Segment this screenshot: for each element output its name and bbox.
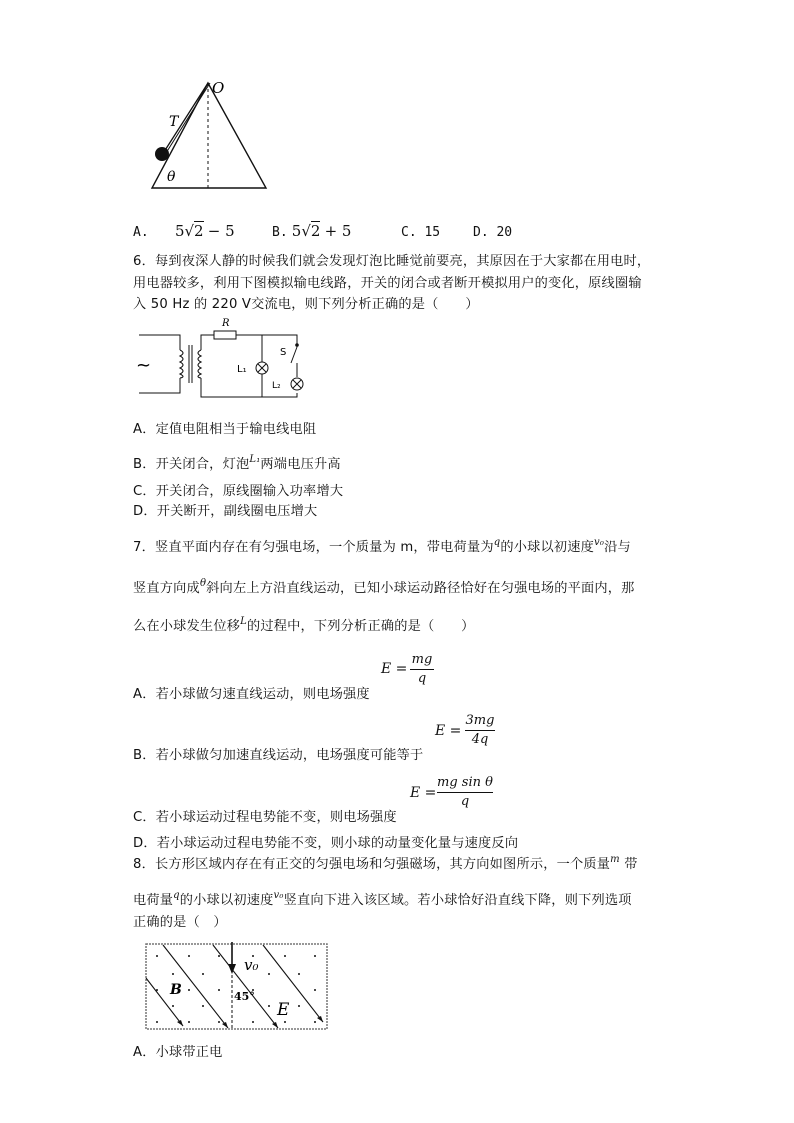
primary-wire bbox=[152, 335, 180, 393]
q7-line2-b: 斜向左上方沿直线运动，已知小球运动路径恰好在匀强电场的平面内，那 bbox=[206, 581, 635, 596]
q5-b-rest: + 5 bbox=[324, 222, 352, 240]
q7-eq-a-num: mg bbox=[411, 652, 433, 667]
q7-line2-a: 竖直方向成 bbox=[133, 581, 200, 596]
q7-eq-a-den: q bbox=[417, 671, 427, 686]
q8-symbol-q: q bbox=[173, 890, 180, 901]
q7-option-b[interactable]: B．若小球做匀加速直线运动，电场强度可能等于 bbox=[133, 748, 424, 763]
label-v0: v₀ bbox=[244, 956, 259, 974]
q7-option-c[interactable]: C．若小球运动过程电势能不变，则电场强度 bbox=[133, 810, 397, 825]
q6-option-a[interactable]: A．定值电阻相当于输电线电阻 bbox=[133, 422, 317, 437]
q7-line1-a: 7．竖直平面内存在有匀强电场，一个质量为 m，带电荷量为 bbox=[133, 540, 494, 555]
secondary-coil bbox=[198, 350, 201, 378]
q6-option-b-post: 两端电压升高 bbox=[260, 457, 341, 472]
q7-eq-c-fraction bbox=[437, 775, 493, 810]
q8-line1-b: 带 bbox=[624, 857, 638, 872]
label-L2: L₂ bbox=[272, 381, 281, 391]
q8-line2-a: 电荷量 bbox=[133, 893, 174, 908]
q8-stem-line3: 正确的是（ ） bbox=[133, 915, 227, 930]
q6-option-c[interactable]: C．开关闭合，原线圈输入功率增大 bbox=[133, 484, 344, 499]
q5-a-rest: − 5 bbox=[207, 222, 235, 240]
q6-stem-line2: 用电器较多，利用下图模拟输电线路，开关的闭合或者断开模拟用户的变化，原线圈输 bbox=[133, 276, 642, 291]
q8-symbol-m: m bbox=[610, 854, 620, 865]
q5-option-b-letter: B. bbox=[272, 225, 288, 240]
ac-source-symbol: ~ bbox=[136, 355, 152, 376]
label-R: R bbox=[222, 318, 230, 329]
q7-eq-c-den: q bbox=[460, 794, 470, 809]
label-angle: 45° bbox=[234, 990, 255, 1003]
q7-stem-line3 bbox=[133, 615, 475, 634]
q7-symbol-v0: v₀ bbox=[594, 537, 605, 548]
q6-stem-line3: 入 50 Hz 的 220 V交流电，则下列分析正确的是（ ） bbox=[133, 297, 479, 312]
label-theta: θ bbox=[167, 169, 176, 185]
q8-option-a[interactable]: A．小球带正电 bbox=[133, 1045, 223, 1060]
q7-option-a[interactable]: A．若小球做匀速直线运动，则电场强度 bbox=[133, 687, 370, 702]
q7-stem-line2 bbox=[133, 577, 635, 596]
q6-option-b[interactable] bbox=[133, 453, 341, 472]
q7-eq-b-num: 3mg bbox=[465, 713, 495, 728]
q5-b-coef: 5 bbox=[291, 222, 302, 240]
q5-option-c[interactable]: C. 15 bbox=[401, 225, 441, 240]
q7-eq-b-fraction bbox=[465, 713, 495, 748]
label-B: B bbox=[170, 982, 182, 998]
q7-stem-line1 bbox=[133, 536, 631, 555]
q6-option-b-symbol: L₁ bbox=[249, 454, 261, 465]
q7-line3-a: 么在小球发生位移 bbox=[133, 619, 241, 634]
q7-eq-b-den: 4q bbox=[471, 732, 489, 747]
transformer-circuit-figure bbox=[132, 315, 312, 405]
switch-S bbox=[291, 347, 297, 363]
label-S: S bbox=[280, 347, 287, 358]
q7-eq-c-num: mg sin θ bbox=[437, 775, 493, 790]
q8-stem-line2 bbox=[133, 889, 632, 908]
q8-line2-c: 竖直向下进入该区域。若小球恰好沿直线下降，则下列选项 bbox=[283, 893, 632, 908]
q5-a-root: 2 bbox=[194, 222, 204, 240]
q7-symbol-q: q bbox=[493, 537, 501, 548]
q7-symbol-L: L bbox=[240, 616, 247, 627]
q8-symbol-v0: v₀ bbox=[273, 890, 284, 901]
q6-option-b-pre: B．开关闭合，灯泡 bbox=[133, 457, 250, 472]
q5-a-coef: 5 bbox=[174, 222, 185, 240]
q8-stem-line1 bbox=[133, 853, 638, 872]
resistor-R bbox=[214, 331, 236, 339]
q8-line1-a: 8．长方形区域内存在有正交的匀强电场和匀强磁场，其方向如图所示，一个质量 bbox=[133, 857, 611, 872]
q7-line3-b: 的过程中，下列分析正确的是（ ） bbox=[246, 619, 475, 634]
q5-option-a[interactable]: A. 5√2 − 5 bbox=[133, 222, 235, 240]
q7-symbol-theta: θ bbox=[199, 578, 207, 589]
secondary-wire bbox=[201, 335, 297, 397]
primary-coil bbox=[180, 350, 183, 378]
field-region-figure bbox=[143, 942, 331, 1032]
q6-stem-line1: 6．每到夜深人静的时候我们就会发现灯泡比睡觉前要亮，其原因在于大家都在用电时， bbox=[133, 254, 651, 269]
q5-option-a-letter: A. bbox=[133, 225, 149, 240]
q6-option-d[interactable]: D．开关断开，副线圈电压增大 bbox=[133, 504, 318, 519]
q5-b-root: 2 bbox=[310, 222, 321, 240]
q7-eq-c-lhs: E = bbox=[410, 785, 437, 801]
q7-option-d[interactable]: D．若小球运动过程电势能不变，则小球的动量变化量与速度反向 bbox=[133, 836, 519, 851]
q7-eq-a-lhs: E = bbox=[381, 661, 408, 677]
q8-line2-b: 的小球以初速度 bbox=[179, 893, 274, 908]
incline-pendulum-figure bbox=[140, 75, 280, 195]
q7-line1-b: 的小球以初速度 bbox=[500, 540, 595, 555]
q7-line1-c: 沿与 bbox=[604, 540, 631, 555]
ball bbox=[155, 147, 169, 161]
label-O: O bbox=[212, 79, 225, 97]
label-T: T bbox=[169, 114, 179, 130]
q5-option-d[interactable]: D. 20 bbox=[473, 225, 513, 240]
label-E: E bbox=[277, 1000, 290, 1020]
q5-option-b[interactable]: B. 5√2 + 5 bbox=[272, 222, 352, 240]
label-L1: L₁ bbox=[237, 364, 247, 375]
q7-eq-a-fraction bbox=[410, 652, 434, 687]
q7-eq-b-lhs: E = bbox=[435, 723, 462, 739]
